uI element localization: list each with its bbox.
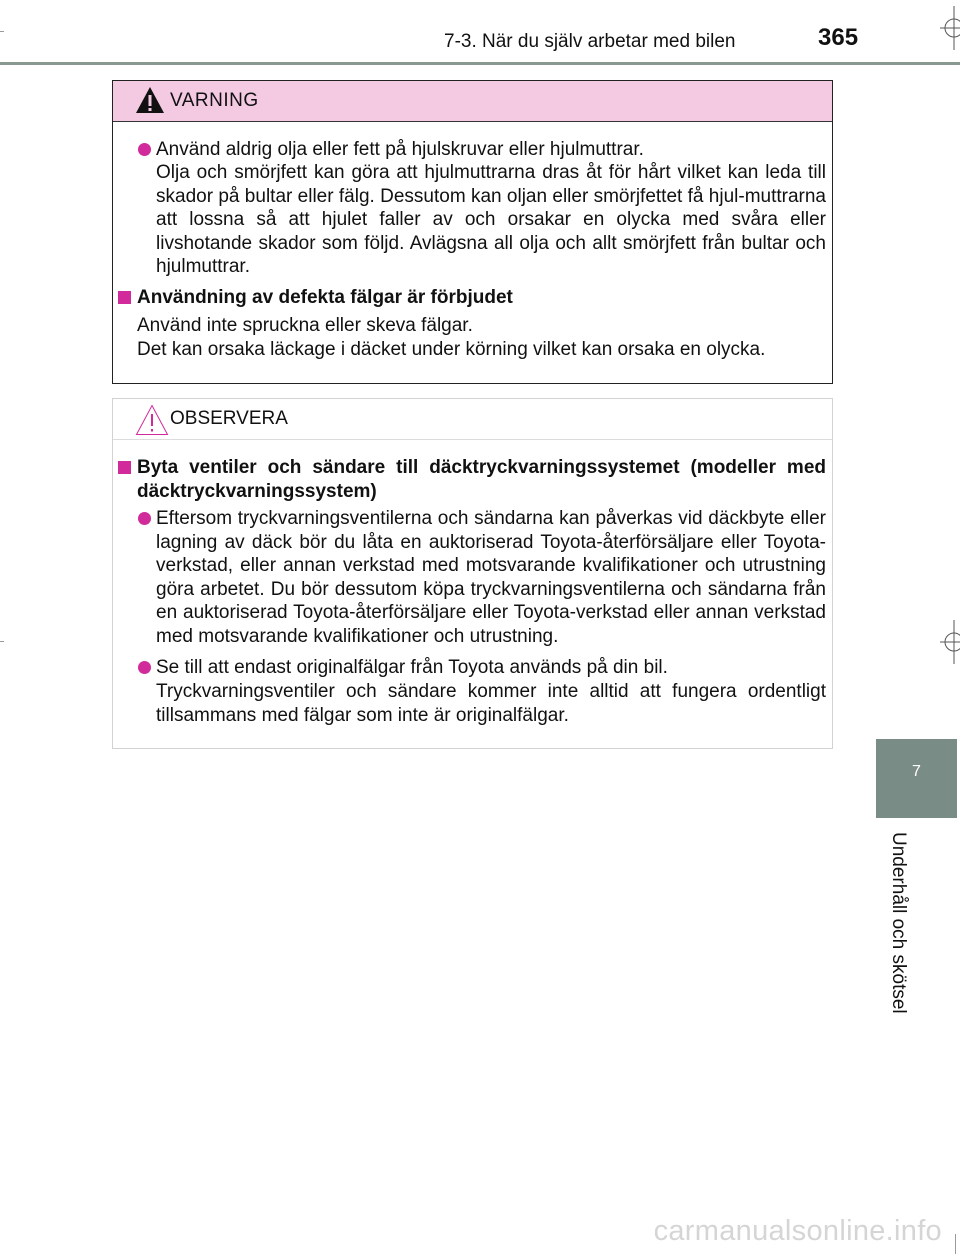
notice-header xyxy=(113,399,832,440)
warning-triangle-icon xyxy=(135,86,165,114)
notice-item-1: Eftersom tryckvarningsventilerna och sändarna kan påverkas vid däckbyte eller lagning av däck bör du låta en auktoriserad Toyota-återförsäljare eller Toyota-verkstad, eller annan verkstad med motsvarande kvalifikationer och utrustning göra arbetet. Du bör dessutom köpa tryckvarningsventilerna och sändarna från en auktoriserad Toyota-återförsäljare eller Toyota-verkstad eller annan verkstad med motsvarande kvalifikationer och utrustning. xyxy=(156,508,826,647)
bullet-circle-icon xyxy=(138,661,151,674)
header-rule xyxy=(0,62,960,65)
warning-section-title: Användning av defekta fälgar är förbjudet xyxy=(137,287,513,308)
chapter-number: 7 xyxy=(912,763,921,780)
warning-section-line-2: Det kan orsaka läckage i däcket under körning vilket kan orsaka en olycka. xyxy=(137,339,766,360)
notice-item-2-body: Tryckvarningsventiler och sändare kommer inte alltid att fungera ordentligt tillsammans med fälgar som inte är originalfälgar. xyxy=(156,681,826,726)
chapter-title: Underhåll och skötsel xyxy=(888,832,909,1014)
crop-mark-bottom-right xyxy=(955,1234,956,1254)
warning-item-1-body: Olja och smörjfett kan göra att hjulmuttrarna dras åt för hårt vilket kan leda till skador på bultar eller fälg. Dessutom kan oljan eller smörjfettet få hjul-muttrarna att lossna så att hjulet faller av och orsakar en olycka med svåra eller livshotande skador som följd. Avlägsna all olja och allt smörjfett från bultar och hjulmuttrar. xyxy=(156,162,826,278)
registration-mark-top-right xyxy=(932,6,960,50)
crop-mark-mid-left xyxy=(0,641,4,642)
page-number: 365 xyxy=(818,24,859,51)
notice-label: OBSERVERA xyxy=(170,408,288,429)
warning-section-line-1: Använd inte spruckna eller skeva fälgar. xyxy=(137,315,473,336)
bullet-square-icon xyxy=(118,291,131,304)
chapter-tab xyxy=(876,739,957,818)
warning-item-1-line-1: Använd aldrig olja eller fett på hjulskruvar eller hjulmuttrar. xyxy=(156,139,644,160)
warning-header xyxy=(113,81,832,122)
bullet-square-icon xyxy=(118,461,131,474)
registration-mark-mid-right xyxy=(932,620,960,664)
bullet-circle-icon xyxy=(138,143,151,156)
watermark: carmanualsonline.info xyxy=(653,1215,942,1247)
notice-section-title: Byta ventiler och sändare till däcktryckvarningssystemet (modeller med däcktryckvarningssystem) xyxy=(137,457,826,502)
notice-item-2-line-1: Se till att endast originalfälgar från Toyota används på din bil. xyxy=(156,657,668,678)
bullet-circle-icon xyxy=(138,512,151,525)
warning-label: VARNING xyxy=(170,90,259,111)
crop-mark-top-left xyxy=(0,31,4,32)
running-header: 7-3. När du själv arbetar med bilen xyxy=(444,31,736,52)
caution-triangle-outline-icon xyxy=(135,404,169,436)
